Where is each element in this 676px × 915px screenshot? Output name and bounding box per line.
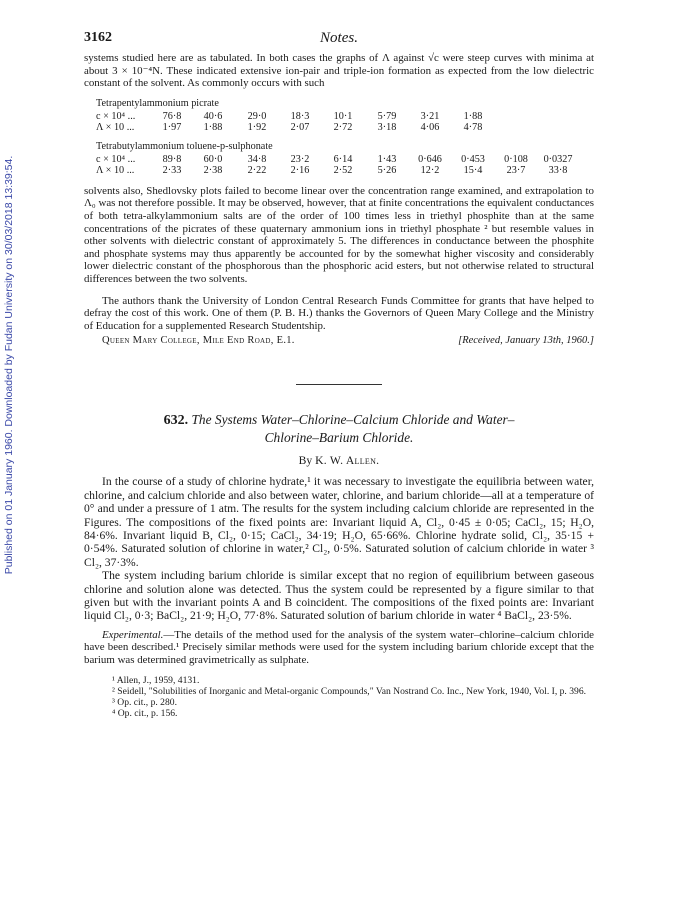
reference-item: ³ Op. cit., p. 280. — [112, 696, 177, 708]
experimental-paragraph — [84, 629, 594, 667]
table-cell: 2·22 — [247, 165, 267, 177]
table-cell: 0·453 — [461, 153, 485, 165]
table-row — [96, 111, 594, 123]
body-paragraph: The system including barium chloride is similar except that no region of equilibrium between gaseous chlorine and solution alone was detected. Thus the system could be represented by a figure similar to that given but with the invariant points A and B coincident. The compositions of the fixed points are: Invariant liquid Cl₂, 0·3; BaCl₂, 21·9; H₂O, 77·8%. Saturated solution of barium chloride in water ⁴ BaCl₂, 23·5%. — [84, 569, 594, 623]
solvents-paragraph: solvents also, Shedlovsky plots failed to become linear over the concentration range examined, and extrapolation to Λ₀ was not therefore possible. It may be observed, however, that at finite concentrations the equivalent conductances of both tetra-alkylammonium salts are of the order of 100 times less in triethyl phosphite than at the same concentrations of the picrates of these quaternary ammonium ions in triethyl phosphate ² but resemble values in other solvents with dielectric constant of approximately 5. The differences in conductance between the phosphite and phosphate systems may thus apparently be accounted for by the somewhat higher viscosity and considerably lower dielectric constant of the phosphorous than the phosphoric acid esters, but not otherwise related to structural differences between the two solvents. — [84, 184, 594, 285]
table-caption: Tetrabutylammonium toluene-p-sulphonate — [96, 140, 273, 152]
table-cell: 2·52 — [333, 165, 353, 177]
row-label: Λ × 10 ... — [96, 165, 135, 177]
section-divider — [296, 384, 382, 385]
table-cell: 0·646 — [418, 153, 442, 165]
table-cell: 34·8 — [247, 153, 267, 165]
running-head: Notes. — [320, 30, 358, 46]
acknowledgement-paragraph: The authors thank the University of London Central Research Funds Committee for grants that have helped to defray the cost of this work. One of them (P. B. H.) thanks the Governors of Queen Mary College and the Ministry of Education for a supplemented Research Studentship. — [84, 294, 594, 332]
experimental-heading: Experimental. — [102, 628, 164, 641]
table-sulphonate — [96, 140, 594, 177]
table-cell: 3·18 — [377, 122, 397, 134]
experimental-text: —The details of the method used for the analysis of the system water–chlorine–calcium chloride have been described.¹ Precisely similar methods were used for the system including barium chloride except that the barium was determined gravimetrically as sulphate. — [84, 628, 594, 666]
table-cell: 76·8 — [162, 110, 182, 122]
row-label: Λ × 10 ... — [96, 122, 135, 134]
page-header — [84, 30, 594, 52]
table-cell: 89·8 — [162, 153, 182, 165]
table-picrate — [96, 97, 594, 134]
table-cell: 10·1 — [333, 110, 353, 122]
byline — [84, 454, 594, 467]
table-cell: 6·14 — [333, 153, 353, 165]
table-cell: 15·4 — [463, 165, 483, 177]
received-date: [Received, January 13th, 1960.] — [458, 335, 594, 347]
table-cell: 0·108 — [504, 153, 528, 165]
article-title-line-1: The Systems Water–Chlorine–Calcium Chloride and Water– — [191, 412, 515, 428]
intro-paragraph: systems studied here are as tabulated. In both cases the graphs of Λ against √c were steep curves with minima at about 3 × 10⁻⁴N. These indicated extensive ion-pair and triple-ion formation as expected from the low dielectric constant of the solvent. As commonly occurs with such — [84, 52, 594, 90]
article-title — [84, 411, 594, 446]
row-label: c × 10⁴ ... — [96, 153, 136, 165]
table-cell: 2·72 — [333, 122, 353, 134]
table-cell: 2·33 — [162, 165, 182, 177]
table-cell: 12·2 — [420, 165, 440, 177]
table-cell: 4·06 — [420, 122, 440, 134]
table-cell: 40·6 — [203, 110, 223, 122]
reference-item: ² Seidell, "Solubilities of Inorganic and Metal-organic Compounds," Van Nostrand Co. Inc., New York, 1940, Vol. I, p. 396. — [112, 685, 587, 697]
article-number: 632. — [163, 413, 189, 429]
download-watermark — [2, 150, 16, 580]
table-cell: 3·21 — [420, 110, 440, 122]
table-cell: 2·07 — [290, 122, 310, 134]
table-cell: 23·2 — [290, 153, 310, 165]
table-cell: 2·16 — [290, 165, 310, 177]
reference-item: ⁴ Op. cit., p. 156. — [112, 707, 178, 719]
table-cell: 33·8 — [548, 165, 568, 177]
table-cell: 1·97 — [162, 122, 182, 134]
table-cell: 18·3 — [290, 110, 310, 122]
table-cell: 23·7 — [506, 165, 526, 177]
byline-prefix: By — [298, 454, 313, 468]
table-cell: 60·0 — [203, 153, 223, 165]
reference-item: ¹ Allen, J., 1959, 4131. — [112, 674, 200, 686]
institution-address: Queen Mary College, Mile End Road, E.1. — [102, 335, 295, 347]
body-paragraph: In the course of a study of chlorine hydrate,¹ it was necessary to investigate the equilibria between water, chlorine, and calcium chloride and also between water, chlorine, and barium chloride—all at a temperature of 0° and under a pressure of 1 atm. The results for the system including calcium chloride are represented in the Figures. The compositions of the fixed points are: Invariant liquid A, Cl₂, 0·45 ± 0·05; CaCl₂, 15; H₂O, 84·6%. Invariant liquid B, Cl₂, 0·15; CaCl₂, 34·19; H₂O, 65·66%. Chlorine hydrate solid, Cl₂, 35·15 + 0·54%. Saturated solution of chlorine in water,² Cl₂, 0·5%. Saturated solution of calcium chloride in water ³ Cl₂, 37·3%. — [84, 475, 594, 569]
table-row — [96, 122, 594, 134]
article-title-line-2: Chlorine–Barium Chloride. — [264, 430, 414, 446]
author-name: K. W. Allen. — [315, 454, 380, 468]
table-cell: 0·0327 — [543, 153, 573, 165]
experimental-section — [84, 629, 594, 667]
table-cell: 5·26 — [377, 165, 397, 177]
table-cell: 1·88 — [463, 110, 483, 122]
table-cell: 1·43 — [377, 153, 397, 165]
row-label: c × 10⁴ ... — [96, 110, 136, 122]
page-number: 3162 — [84, 30, 112, 45]
table-caption: Tetrapentylammonium picrate — [96, 97, 219, 109]
table-cell: 1·88 — [203, 122, 223, 134]
table-cell: 4·78 — [463, 122, 483, 134]
article-body — [84, 475, 594, 622]
table-cell: 29·0 — [247, 110, 267, 122]
table-cell: 2·38 — [203, 165, 223, 177]
page — [84, 30, 594, 719]
references — [84, 675, 594, 719]
affiliation-line — [84, 335, 594, 346]
download-watermark-text: Published on 01 January 1960. Downloaded by Fudan University on 30/03/2018 13:39:54. — [3, 155, 15, 575]
table-cell: 1·92 — [247, 122, 267, 134]
table-row — [96, 154, 594, 166]
conductance-tables — [96, 97, 594, 177]
table-row — [96, 165, 594, 177]
table-cell: 5·79 — [377, 110, 397, 122]
